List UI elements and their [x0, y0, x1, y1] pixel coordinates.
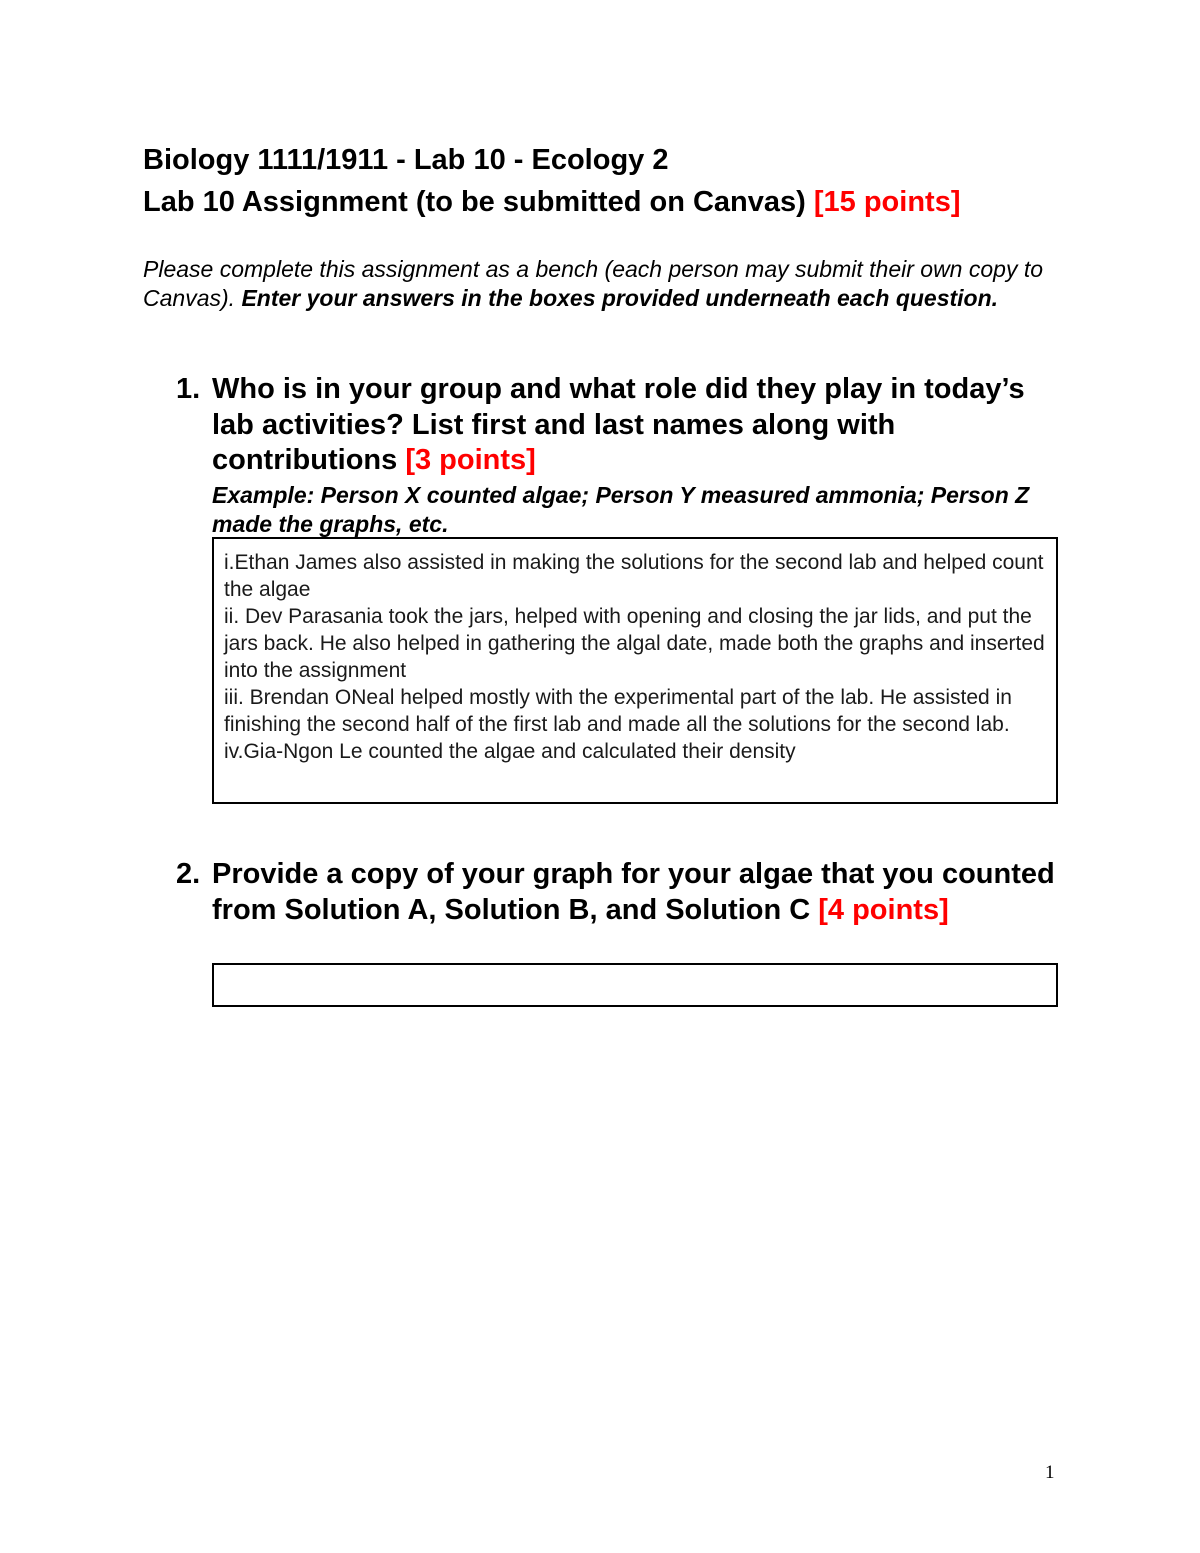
question-1-text	[212, 372, 1056, 479]
answer-line: iv.Gia-Ngon Le counted the algae and calculated their density	[224, 740, 796, 763]
assignment-heading-text: Lab 10 Assignment (to be submitted on Canvas)	[143, 186, 814, 218]
instructions	[143, 255, 1063, 313]
answer-line: ii. Dev Parasania took the jars, helped with opening and closing the jar lids, and put the jars back. He also helped in gathering the algal date, made both the graphs and inserted into the assignment	[224, 605, 1045, 682]
total-points: [15 points]	[813, 186, 961, 218]
instructions-text: Please complete this assignment as a bench (each person may submit their own copy to Canvas).	[143, 256, 1044, 311]
question-1-number: 1.	[176, 373, 201, 405]
answer-line: i.Ethan James also assisted in making the solutions for the second lab and helped count the algae	[224, 551, 1044, 601]
question-1-points: [3 points]	[405, 444, 536, 476]
question-1-example: Example: Person X counted algae; Person Y measured ammonia; Person Z made the graphs, etc.	[212, 482, 1030, 537]
document-title: Biology 1111/1911 - Lab 10 - Ecology 2	[143, 144, 669, 176]
question-2-prompt: Provide a copy of your graph for your algae that you counted from Solution A, Solution B, and Solution C	[212, 858, 1055, 926]
question-1	[176, 372, 1056, 479]
assignment-heading	[143, 184, 960, 220]
instructions-emphasis: Enter your answers in the boxes provided underneath each question.	[241, 285, 999, 311]
question-1-prompt: Who is in your group and what role did they play in today’s lab activities? List first and last names along with contributions	[212, 373, 1025, 476]
answer-box-1[interactable]	[212, 537, 1058, 804]
question-2-text	[212, 857, 1056, 928]
answer-box-2[interactable]	[212, 963, 1058, 1007]
question-2-number: 2.	[176, 858, 201, 890]
answer-line: iii. Brendan ONeal helped mostly with the experimental part of the lab. He assisted in finishing the second half of the first lab and made all the solutions for the second lab.	[224, 686, 1012, 736]
question-2-points: [4 points]	[818, 893, 949, 926]
question-2	[176, 857, 1056, 928]
answer-1-text[interactable]	[214, 539, 1056, 765]
page-number: 1	[1045, 1462, 1055, 1483]
